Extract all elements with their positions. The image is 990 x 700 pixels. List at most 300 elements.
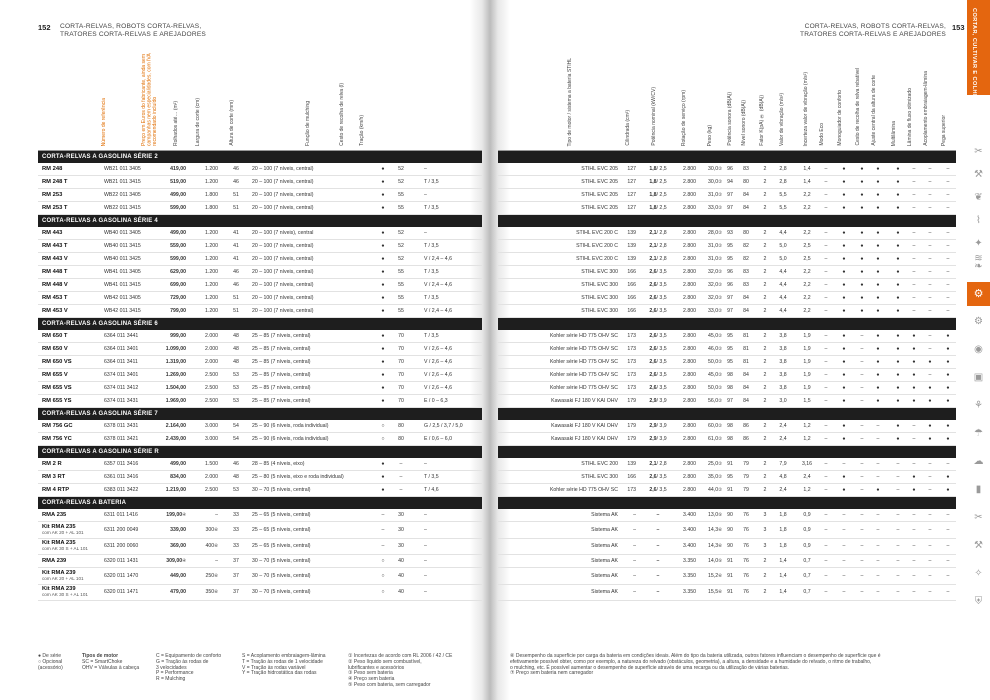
feature-mark: ● — [860, 192, 864, 198]
sound-level: 76 — [743, 589, 749, 596]
sound-power: 91 — [727, 589, 733, 596]
table-row — [498, 382, 956, 395]
table-row — [498, 522, 956, 539]
reference-number: WB41 011 3415 — [104, 282, 141, 288]
table-row — [38, 163, 482, 176]
feature-mark: – — [946, 256, 950, 262]
reference-number: 6383 011 3422 — [104, 487, 139, 493]
page-number-left: 152 — [38, 23, 51, 32]
feature-mark: – — [860, 487, 864, 493]
feature-mark: – — [824, 398, 828, 404]
vibration: 2,4 — [779, 487, 787, 493]
sound-level: 81 — [743, 359, 749, 365]
displacement: 127 — [627, 192, 636, 198]
side-category-nav — [967, 0, 990, 700]
feature-mark: ● — [896, 308, 900, 314]
vibration: 5,0 — [779, 256, 787, 262]
section-header-band — [498, 151, 956, 163]
feature-mark: ● — [896, 166, 900, 172]
price: 449,00 — [170, 572, 186, 579]
reference-number: 6364 011 3401 — [104, 346, 139, 352]
power: – — [656, 526, 660, 533]
drive: T / 3,5 — [424, 205, 439, 211]
pole-saw-icon[interactable]: ⚒ — [974, 169, 983, 180]
grass-basket: 52 — [398, 166, 404, 172]
legend-line: Tipos de motor — [82, 653, 119, 659]
cut-width: 54 — [233, 423, 239, 429]
feature-mark: – — [876, 423, 880, 429]
feature-mark: – — [946, 166, 950, 172]
engine-type: Sistema AK — [591, 558, 618, 564]
feature-mark: ● — [896, 333, 900, 339]
area: 1.500 — [205, 461, 218, 467]
grass-basket: 52 — [398, 243, 404, 249]
feature-mark: – — [928, 346, 932, 352]
cut-height: 25 – 85 (7 níveis, central) — [252, 398, 311, 404]
price: 1.269,00 — [165, 372, 186, 378]
cut-width: 41 — [233, 256, 239, 262]
saw2-icon[interactable]: ✂ — [974, 512, 983, 523]
vibration: 3,8 — [779, 372, 787, 378]
feature-mark: ● — [946, 333, 950, 339]
feature-mark: – — [946, 282, 950, 288]
model-name: RM 248 T — [42, 179, 68, 185]
displacement: 166 — [627, 308, 636, 314]
power: 2,6 / 3,5 — [649, 487, 667, 493]
rpm: 2.800 — [683, 179, 696, 185]
feature-mark: – — [876, 589, 880, 596]
sound-level: 86 — [743, 423, 749, 429]
feature-mark: ● — [896, 256, 900, 262]
displacement: 173 — [627, 487, 636, 493]
left-page — [0, 0, 482, 700]
cut-width: 37 — [233, 572, 239, 579]
grass-basket: 70 — [398, 333, 404, 339]
sound-power: 95 — [727, 256, 733, 262]
model-name: RM 3 RT — [42, 474, 66, 480]
cut-height: 20 – 100 (7 níveis, central) — [252, 295, 314, 301]
feature-mark: – — [824, 359, 828, 365]
mulching: ● — [381, 385, 385, 391]
sound-level: 76 — [743, 572, 749, 579]
feature-mark: ● — [896, 346, 900, 352]
sound-power: 93 — [727, 230, 733, 236]
price: 499,00 — [170, 192, 186, 198]
power: – — [656, 512, 660, 518]
cut-height: 25 – 65 (5 níveis, central) — [252, 543, 311, 550]
rpm: 2.800 — [683, 295, 696, 301]
engine-type: STIHL EVC 205 — [581, 205, 618, 211]
feature-mark: – — [876, 474, 880, 480]
column-header: Nível sonoro (dB(A)) — [741, 100, 747, 146]
grass-basket: 80 — [398, 436, 404, 442]
engine-type: STIHL EVC 200 C — [576, 243, 618, 249]
cut-height: 25 – 85 (7 níveis, central) — [252, 385, 311, 391]
legend-col-4 — [242, 654, 352, 677]
table-row — [498, 484, 956, 497]
table-row — [38, 279, 482, 292]
weight: 31,0 ② — [708, 256, 722, 262]
reference-number: 6374 011 3431 — [104, 398, 139, 404]
sound-level: 84 — [743, 205, 749, 211]
model-name: RMA 239 — [42, 558, 67, 564]
feature-mark: ● — [876, 487, 880, 493]
vibration: 5,5 — [779, 192, 787, 198]
reference-number: WB40 011 3425 — [104, 256, 141, 262]
engine-type: Kawasaki FJ 180 V KAI OHV — [551, 398, 618, 404]
drive: – — [424, 543, 427, 550]
feature-mark: – — [860, 385, 864, 391]
sound-power: 90 — [727, 526, 733, 533]
table-row — [38, 369, 482, 382]
k-factor: 2 — [763, 205, 767, 211]
lawnmower-icon[interactable]: ⚙ — [974, 316, 983, 327]
feature-mark: ● — [842, 474, 846, 480]
feature-mark: – — [928, 205, 932, 211]
cut-height: 25 – 85 (7 níveis, central) — [252, 372, 311, 378]
vibration: 4,4 — [779, 308, 787, 314]
feature-mark: ● — [876, 359, 880, 365]
reference-number: 6378 011 3431 — [104, 423, 139, 429]
vibration-uncertainty: 1,9 — [803, 346, 811, 352]
drive: V / 2,4 – 4,6 — [424, 256, 452, 262]
sound-level: 81 — [743, 346, 749, 352]
sound-level: 76 — [743, 512, 749, 518]
vibration-uncertainty: 2,4 — [803, 474, 811, 480]
vibration: 2,4 — [779, 423, 787, 429]
feature-mark: – — [928, 474, 932, 480]
power: 2,6 / 3,5 — [649, 333, 667, 339]
feature-mark: ● — [876, 230, 880, 236]
vibration: 4,4 — [779, 282, 787, 288]
feature-mark: ● — [896, 179, 900, 185]
area: 1.200 — [205, 295, 218, 301]
section-header-band — [498, 497, 956, 509]
price: 1.504,00 — [165, 385, 186, 391]
drive: V / 2,6 – 4,6 — [424, 372, 452, 378]
feature-mark: ● — [842, 372, 846, 378]
sound-power: 95 — [727, 359, 733, 365]
sound-power: 98 — [727, 423, 733, 429]
sound-level: 79 — [743, 487, 749, 493]
feature-mark: – — [824, 179, 828, 185]
table-row — [38, 458, 482, 471]
table-row — [38, 568, 482, 585]
robot-icon[interactable]: ◉ — [974, 344, 983, 355]
section-header-band — [498, 408, 956, 420]
drive: – — [424, 230, 427, 236]
displacement: 179 — [627, 423, 636, 429]
drive: – — [424, 461, 427, 467]
legend-col-2 — [82, 654, 152, 671]
cut-height: 25 – 65 (5 níveis, central) — [252, 512, 311, 518]
legend-right — [510, 654, 950, 677]
feature-mark: ● — [876, 205, 880, 211]
feature-mark: – — [876, 543, 880, 550]
feature-mark: – — [824, 572, 828, 579]
grass-basket: 55 — [398, 295, 404, 301]
feature-mark: – — [946, 512, 950, 518]
spray-icon[interactable]: ☂ — [974, 428, 983, 439]
cut-height: 25 – 65 (5 níveis, central) — [252, 526, 311, 533]
price: 499,00 — [170, 461, 186, 467]
weight: 35,0 ② — [708, 474, 722, 480]
vibration: 4,4 — [779, 295, 787, 301]
vibration-uncertainty: 1,2 — [803, 423, 811, 429]
model-name: RM 2 R — [42, 461, 62, 467]
feature-mark: – — [824, 269, 828, 275]
feature-mark: ● — [876, 179, 880, 185]
vibration-uncertainty: 0,7 — [803, 558, 811, 564]
cut-width: 54 — [233, 436, 239, 442]
feature-mark: ● — [896, 436, 900, 442]
feature-mark: – — [842, 543, 846, 550]
tiller-icon[interactable]: ⚘ — [974, 400, 983, 411]
vibration-uncertainty: 2,5 — [803, 243, 811, 249]
column-header: Cesto de recolha de relva rebatível — [855, 68, 861, 146]
battery-icon[interactable]: ▮ — [975, 484, 982, 495]
mulching: – — [381, 526, 385, 533]
model-name: RM 453 V — [42, 308, 68, 314]
column-header: Cilindrada (cm³) — [625, 110, 631, 146]
feature-mark: – — [896, 543, 900, 550]
vibration: 1,8 — [779, 512, 787, 518]
feature-mark: ● — [896, 295, 900, 301]
table-row — [498, 458, 956, 471]
reference-number: WB42 011 3415 — [104, 308, 141, 314]
feature-mark: – — [860, 589, 864, 596]
drive: – — [424, 572, 427, 579]
saw-icon[interactable]: ✂ — [974, 146, 983, 157]
price: 729,00 — [170, 295, 186, 301]
mulching: ● — [381, 192, 385, 198]
feature-mark: ● — [912, 474, 916, 480]
cut-height: 20 – 100 (7 níveis, central) — [252, 282, 314, 288]
cut-height: 20 – 100 (7 níveis), central — [252, 230, 314, 236]
mulching: ● — [381, 487, 385, 493]
section-header-band — [498, 318, 956, 330]
grass-basket: 70 — [398, 346, 404, 352]
feature-mark: – — [912, 572, 916, 579]
sound-power: 91 — [727, 558, 733, 564]
table-row — [38, 189, 482, 202]
model-name: RM 4 RTP — [42, 487, 70, 493]
feature-mark: – — [912, 269, 916, 275]
table-row — [498, 555, 956, 568]
vibration-uncertainty: 2,2 — [803, 269, 811, 275]
column-header: Valor de vibração (m/s²) — [779, 93, 785, 146]
drive: T / 3,5 — [424, 269, 439, 275]
engine-type: Kohler série HD 775 OHV SC — [549, 333, 618, 339]
displacement: – — [633, 572, 636, 579]
feature-mark: – — [946, 308, 950, 314]
area: 1.200 — [205, 230, 218, 236]
feature-mark: – — [946, 526, 950, 533]
price: 629,00 — [170, 269, 186, 275]
rpm: 3.350 — [683, 572, 696, 579]
table-row — [498, 369, 956, 382]
legend-col-5 — [348, 654, 488, 689]
feature-mark: ● — [896, 385, 900, 391]
feature-mark: ● — [842, 166, 846, 172]
displacement: – — [633, 543, 636, 550]
rpm: 2.800 — [683, 398, 696, 404]
vibration-uncertainty: 2,2 — [803, 295, 811, 301]
feature-mark: – — [860, 543, 864, 550]
grass-basket: 55 — [398, 308, 404, 314]
displacement: 139 — [627, 243, 636, 249]
price: 499,00 — [170, 230, 186, 236]
price: 339,00 — [170, 526, 186, 533]
feature-mark: – — [876, 526, 880, 533]
shield-icon[interactable]: ⛨ — [974, 596, 983, 607]
displacement: 139 — [627, 230, 636, 236]
reference-number: 6311 200 0049 — [104, 526, 139, 533]
feature-mark: – — [824, 461, 828, 467]
weight: 30,0 ② — [708, 179, 722, 185]
feature-mark: ● — [860, 205, 864, 211]
feature-mark: ● — [860, 230, 864, 236]
engine-type: Kohler série HD 775 OHV SC — [549, 385, 618, 391]
price: 2.439,00 — [165, 436, 186, 442]
trimmer-icon[interactable]: ⌇ — [976, 215, 981, 226]
feature-mark: – — [946, 243, 950, 249]
feature-mark: – — [824, 526, 828, 533]
column-header: Rolhados até… (m²) — [173, 100, 179, 146]
model-name: RM 448 V — [42, 282, 68, 288]
model-name: RMA 235 — [42, 512, 67, 518]
column-header: Potência nominal (kW/CV) — [651, 87, 657, 146]
table-row — [38, 585, 482, 602]
legend-line: SC = SmartChoke — [82, 658, 123, 665]
rpm: 2.800 — [683, 308, 696, 314]
displacement: 127 — [627, 166, 636, 172]
feature-mark: ● — [876, 333, 880, 339]
power: – — [656, 572, 660, 579]
k-factor: 3 — [763, 543, 767, 550]
sound-power: 97 — [727, 295, 733, 301]
reference-number: WB22 011 3415 — [104, 205, 141, 211]
feature-mark: ● — [946, 487, 950, 493]
cut-width: 33 — [233, 512, 239, 518]
feature-mark: – — [912, 558, 916, 564]
page-number-right: 153 — [952, 23, 965, 32]
feature-mark: ● — [842, 192, 846, 198]
section-header: CORTA-RELVAS A BATERIA — [38, 497, 482, 509]
leaf-icon[interactable]: ❧ — [974, 261, 983, 272]
rpm: 2.800 — [683, 487, 696, 493]
rpm: 3.400 — [683, 526, 696, 533]
sound-power: 95 — [727, 333, 733, 339]
engine-type: Kohler série HD 775 OHV SC — [549, 487, 618, 493]
model-name: RM 655 YS — [42, 398, 72, 404]
column-header: Incerteza valor de vibração (m/s²) — [803, 71, 809, 146]
drive: – — [424, 166, 427, 172]
area: 3.000 — [205, 423, 218, 429]
feature-mark: ● — [928, 436, 932, 442]
displacement: 179 — [627, 436, 636, 442]
cleaner-icon[interactable]: ✧ — [974, 568, 983, 579]
blower-icon[interactable]: ≋ — [974, 253, 983, 264]
feature-mark: – — [912, 166, 916, 172]
legend-col-3 — [156, 654, 246, 683]
mulching: ● — [381, 295, 385, 301]
tools-icon[interactable]: ⚒ — [974, 540, 983, 551]
cut-height: 20 – 100 (7 níveis, central) — [252, 166, 314, 172]
feature-mark: ● — [860, 295, 864, 301]
vibration-uncertainty: 2,5 — [803, 256, 811, 262]
area: 1.200 — [205, 308, 218, 314]
feature-mark: ● — [896, 398, 900, 404]
power: 2,1 / 2,8 — [649, 256, 667, 262]
feature-mark: ● — [896, 205, 900, 211]
tractor-icon[interactable]: ▣ — [973, 372, 984, 383]
sound-level: 76 — [743, 558, 749, 564]
feature-mark: – — [876, 572, 880, 579]
weight: 31,0 ② — [708, 243, 722, 249]
power: – — [656, 558, 660, 564]
sound-level: 82 — [743, 256, 749, 262]
cut-width: 48 — [233, 346, 239, 352]
mulching: ● — [381, 398, 385, 404]
table-row — [38, 539, 482, 556]
reference-number: 6364 011 3411 — [104, 359, 138, 365]
side-active-lawnmower[interactable] — [967, 282, 990, 306]
hedge-icon[interactable]: ❦ — [974, 192, 983, 203]
page-title-right: CORTA-RELVAS, ROBOTS CORTA-RELVAS, TRATORES CORTA-RELVAS E AREJADORES — [799, 23, 946, 38]
feature-mark: ● — [876, 385, 880, 391]
feature-mark: – — [928, 179, 932, 185]
feature-mark: – — [912, 295, 916, 301]
table-row — [498, 202, 956, 215]
water-icon[interactable]: ☁ — [973, 456, 984, 467]
column-header: Potência sonora (dB(A)) — [727, 92, 733, 146]
brush-icon[interactable]: ✦ — [974, 238, 983, 249]
feature-mark: ● — [842, 205, 846, 211]
model-name: RM 650 VS — [42, 359, 72, 365]
feature-mark: – — [860, 436, 864, 442]
feature-mark: – — [860, 572, 864, 579]
reference-number: WB40 011 3415 — [104, 243, 141, 249]
feature-mark: ● — [860, 308, 864, 314]
table-row — [38, 227, 482, 240]
price: 599,00 — [170, 256, 186, 262]
table-row — [38, 330, 482, 343]
feature-mark: ● — [896, 282, 900, 288]
weight: 30,0 ② — [708, 166, 722, 172]
feature-mark: ● — [946, 372, 950, 378]
k-factor: 2 — [763, 558, 767, 564]
right-page — [498, 0, 990, 700]
reference-number: 6364 011 3441 — [104, 333, 139, 339]
price: 799,00 — [170, 308, 186, 314]
vibration: 7,9 — [779, 461, 787, 467]
k-factor: 2 — [763, 385, 767, 391]
feature-mark: – — [946, 461, 950, 467]
feature-mark: ● — [912, 398, 916, 404]
weight: 15,5 ⑥ — [708, 589, 722, 596]
vibration-uncertainty: 2,2 — [803, 230, 811, 236]
column-header: Lâmina de fluxo otimizado — [907, 87, 913, 146]
area: 2.000 — [205, 333, 218, 339]
table-row — [498, 227, 956, 240]
vibration-uncertainty: 3,16 — [801, 461, 813, 467]
feature-mark: – — [824, 512, 828, 518]
side-tab[interactable] — [967, 0, 990, 103]
rpm: 2.800 — [683, 372, 696, 378]
price: 1.099,00 — [165, 346, 186, 352]
mulching: ● — [381, 166, 385, 172]
